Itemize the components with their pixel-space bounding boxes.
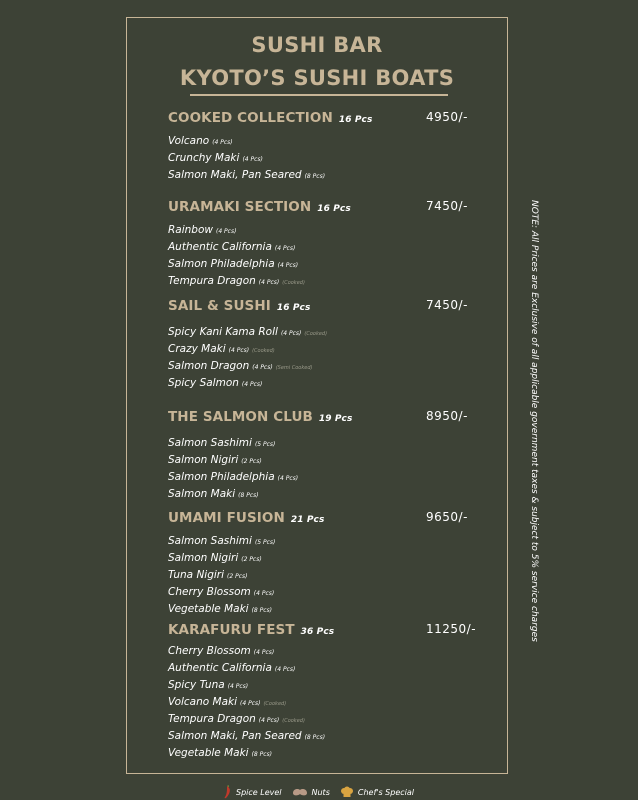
menu-item: Cherry Blossom (4 Pcs) bbox=[168, 586, 275, 598]
section-price: 9650/- bbox=[426, 510, 468, 524]
menu-item: Salmon Maki, Pan Seared (8 Pcs) bbox=[168, 730, 326, 742]
legend-chef bbox=[340, 786, 414, 798]
item-list bbox=[168, 133, 488, 184]
item-list bbox=[168, 324, 488, 392]
menu-section-uramaki bbox=[168, 199, 488, 290]
section-price: 7450/- bbox=[426, 199, 468, 213]
menu-item: Authentic California (4 Pcs) bbox=[168, 241, 296, 253]
title-underline bbox=[190, 94, 448, 96]
menu-item: Salmon Philadelphia (4 Pcs) bbox=[168, 471, 299, 483]
menu-item: Vegetable Maki (8 Pcs) bbox=[168, 747, 273, 759]
section-price: 7450/- bbox=[426, 298, 468, 312]
section-pieces: 36 Pcs bbox=[300, 627, 335, 637]
menu-item: Salmon Maki (8 Pcs) bbox=[168, 488, 259, 500]
menu-item: Salmon Maki, Pan Seared (8 Pcs) bbox=[168, 169, 326, 181]
menu-section-salmon-club bbox=[168, 409, 488, 503]
menu-item: Tempura Dragon (4 Pcs) (Cooked) bbox=[168, 713, 305, 725]
legend-spice bbox=[222, 785, 282, 799]
section-pieces: 16 Pcs bbox=[317, 204, 351, 214]
section-pieces: 16 Pcs bbox=[276, 303, 311, 313]
menu-item: Tempura Dragon (4 Pcs) (Cooked) bbox=[168, 275, 305, 287]
section-pieces: 21 Pcs bbox=[290, 515, 325, 525]
menu-item: Cherry Blossom (4 Pcs) bbox=[168, 645, 275, 657]
chili-pepper-icon bbox=[222, 785, 232, 799]
tax-note: NOTE: All Prices are Exclusive of all applicable government taxes & subject to 5% service charges bbox=[529, 200, 539, 642]
item-list bbox=[168, 643, 488, 762]
legend bbox=[222, 785, 424, 799]
item-list bbox=[168, 435, 488, 503]
legend-spice-label: Spice Level bbox=[236, 787, 282, 797]
menu-item: Spicy Tuna (4 Pcs) bbox=[168, 679, 249, 691]
menu-item: Volcano (4 Pcs) bbox=[168, 135, 233, 147]
section-title: KARAFURU FEST bbox=[168, 622, 295, 638]
menu-subtitle: KYOTO’S SUSHI BOATS bbox=[179, 66, 455, 90]
menu-section-karafuru-fest bbox=[168, 622, 488, 762]
menu-item: Salmon Dragon (4 Pcs) (Semi Cooked) bbox=[168, 360, 313, 372]
item-list bbox=[168, 222, 488, 290]
section-price: 4950/- bbox=[426, 110, 468, 124]
chef-hat-icon bbox=[340, 786, 354, 798]
menu-item: Crazy Maki (4 Pcs) (Cooked) bbox=[168, 343, 275, 355]
section-title: URAMAKI SECTION bbox=[168, 199, 312, 215]
menu-item: Salmon Nigiri (2 Pcs) bbox=[168, 454, 262, 466]
menu-item: Tuna Nigiri (2 Pcs) bbox=[168, 569, 248, 581]
menu-item: Vegetable Maki (8 Pcs) bbox=[168, 603, 273, 615]
menu-item: Crunchy Maki (4 Pcs) bbox=[168, 152, 263, 164]
menu-section-cooked-collection bbox=[168, 110, 488, 184]
menu-item: Salmon Nigiri (2 Pcs) bbox=[168, 552, 262, 564]
section-title: COOKED COLLECTION bbox=[168, 110, 333, 126]
nut-icon bbox=[292, 787, 308, 797]
legend-nuts-label: Nuts bbox=[311, 787, 330, 797]
menu-item: Volcano Maki (4 Pcs) (Cooked) bbox=[168, 696, 287, 708]
legend-chef-label: Chef's Special bbox=[357, 787, 414, 797]
section-title: UMAMI FUSION bbox=[168, 510, 285, 526]
section-price: 11250/- bbox=[426, 622, 477, 636]
menu-item: Authentic California (4 Pcs) bbox=[168, 662, 296, 674]
menu-section-sail-sushi bbox=[168, 298, 488, 392]
menu-item: Rainbow (4 Pcs) bbox=[168, 224, 237, 236]
menu-item: Salmon Philadelphia (4 Pcs) bbox=[168, 258, 299, 270]
menu-section-umami-fusion bbox=[168, 510, 488, 618]
section-title: SAIL & SUSHI bbox=[168, 298, 271, 314]
menu-item: Spicy Kani Kama Roll (4 Pcs) (Cooked) bbox=[168, 326, 328, 338]
section-price: 8950/- bbox=[426, 409, 468, 423]
menu-item: Salmon Sashimi (5 Pcs) bbox=[168, 535, 276, 547]
legend-nuts bbox=[292, 787, 330, 797]
section-title: THE SALMON CLUB bbox=[168, 409, 313, 425]
section-pieces: 19 Pcs bbox=[318, 414, 353, 424]
menu-title: SUSHI BAR bbox=[251, 33, 383, 57]
menu-item: Salmon Sashimi (5 Pcs) bbox=[168, 437, 276, 449]
section-pieces: 16 Pcs bbox=[338, 115, 373, 125]
menu-item: Spicy Salmon (4 Pcs) bbox=[168, 377, 263, 389]
item-list bbox=[168, 533, 488, 618]
